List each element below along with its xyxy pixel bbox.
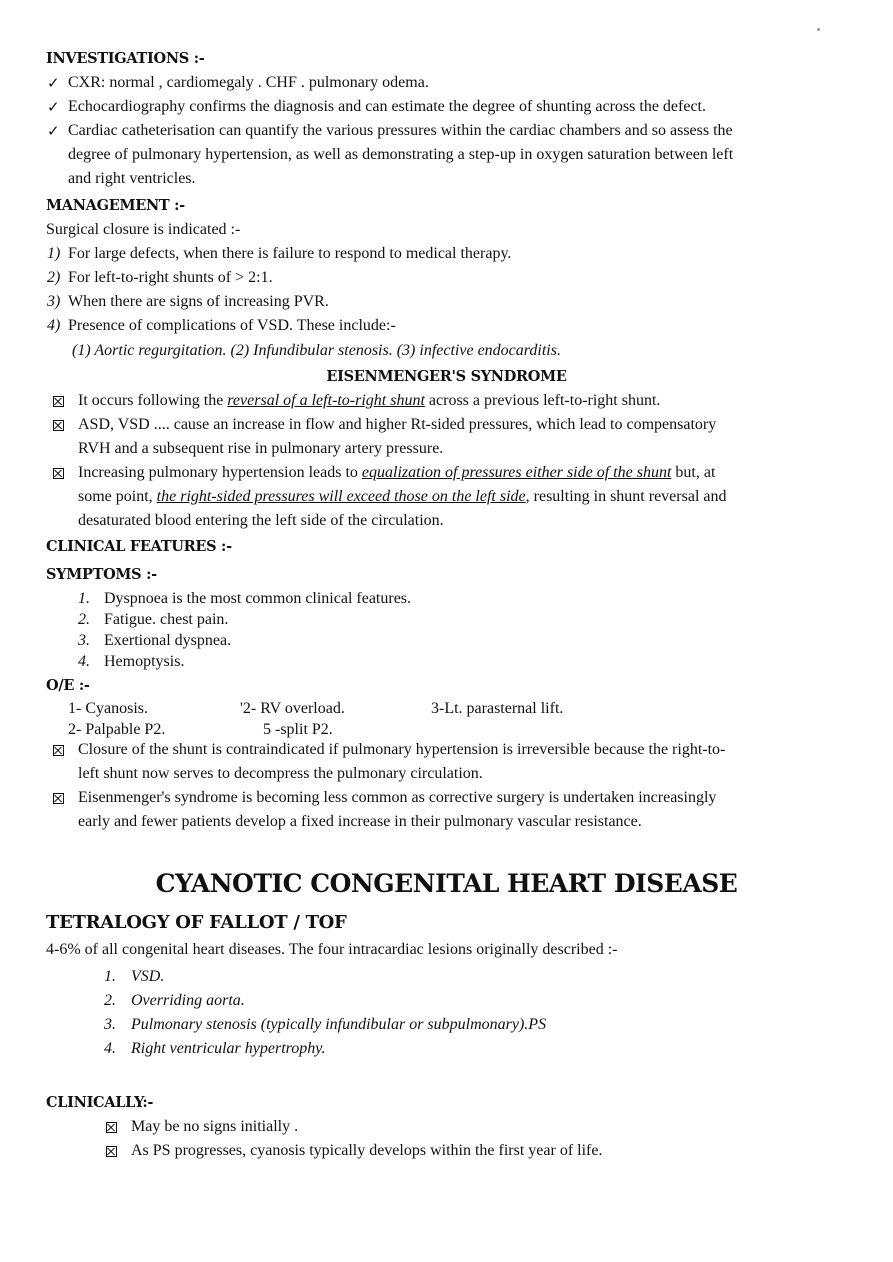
list-number: 4. bbox=[104, 1040, 116, 1057]
clinical-bullet: Closure of the shunt is contraindicated if pulmonary hypertension is irreversible because the right-to- bbox=[78, 741, 726, 758]
lesion-item: Pulmonary stenosis (typically infundibular or subpulmonary).PS bbox=[131, 1016, 547, 1033]
clinical-bullet: Eisenmenger's syndrome is becoming less common as corrective surgery is undertaken increasingly bbox=[78, 789, 717, 806]
list-number: 2) bbox=[47, 269, 61, 286]
section-title: CYANOTIC CONGENITAL HEART DISEASE bbox=[155, 869, 738, 898]
management-item: Presence of complications of VSD. These include:- bbox=[68, 317, 396, 334]
boxed-x-icon bbox=[53, 396, 64, 407]
management-intro: Surgical closure is indicated :- bbox=[46, 221, 241, 238]
list-number: 4) bbox=[47, 317, 61, 334]
list-number: 2. bbox=[78, 611, 90, 628]
investigation-item-continued: degree of pulmonary hypertension, as well as demonstrating a step-up in oxygen saturation between left bbox=[68, 146, 734, 163]
tof-intro: 4-6% of all congenital heart diseases. The four intracardiac lesions originally described :- bbox=[46, 941, 618, 958]
symptom-item: Fatigue. chest pain. bbox=[104, 611, 229, 628]
clinical-bullet-continued: left shunt now serves to decompress the pulmonary circulation. bbox=[78, 765, 483, 782]
boxed-x-icon bbox=[53, 793, 64, 804]
management-heading: MANAGEMENT :- bbox=[46, 197, 185, 214]
management-item: For large defects, when there is failure to respond to medical therapy. bbox=[68, 245, 512, 262]
boxed-x-icon bbox=[53, 468, 64, 479]
lesion-item: Right ventricular hypertrophy. bbox=[131, 1040, 326, 1057]
clinical-bullet-continued: early and fewer patients develop a fixed increase in their pulmonary vascular resistance. bbox=[78, 813, 642, 830]
investigation-item-continued: and right ventricles. bbox=[68, 170, 196, 187]
symptom-item: Exertional dyspnea. bbox=[104, 632, 232, 649]
clinically-heading: CLINICALLY:- bbox=[46, 1094, 154, 1111]
check-mark-icon: ✓ bbox=[47, 122, 60, 140]
symptom-item: Hemoptysis. bbox=[104, 653, 185, 670]
list-number: 1. bbox=[104, 968, 116, 985]
investigations-heading: INVESTIGATIONS :- bbox=[46, 50, 205, 67]
clinical-features-heading: CLINICAL FEATURES :- bbox=[46, 538, 232, 555]
check-mark-icon: ✓ bbox=[47, 98, 60, 116]
tof-heading: TETRALOGY OF FALLOT / TOF bbox=[46, 912, 347, 933]
symptom-item: Dyspnoea is the most common clinical features. bbox=[104, 590, 412, 607]
oe-sign: 2- Palpable P2. bbox=[68, 721, 166, 738]
check-mark-icon: ✓ bbox=[47, 74, 60, 92]
eisenmenger-bullet-3-continued: some point, the right-sided pressures will exceed those on the left side, resulting in shunt reversal and bbox=[78, 488, 727, 505]
scan-speck bbox=[817, 28, 820, 31]
list-number: 2. bbox=[104, 992, 116, 1009]
boxed-x-icon bbox=[106, 1146, 117, 1157]
lesion-item: Overriding aorta. bbox=[131, 992, 245, 1009]
list-number: 3) bbox=[47, 293, 61, 310]
underlined-phrase: equalization of pressures either side of the shunt bbox=[361, 464, 672, 481]
boxed-x-icon bbox=[53, 420, 64, 431]
clinically-item: As PS progresses, cyanosis typically develops within the first year of life. bbox=[131, 1142, 603, 1159]
list-number: 3. bbox=[78, 632, 90, 649]
underlined-phrase: reversal of a left-to-right shunt bbox=[227, 392, 425, 409]
complications-list: (1) Aortic regurgitation. (2) Infundibular stenosis. (3) infective endocarditis. bbox=[72, 342, 561, 359]
list-number: 1) bbox=[47, 245, 61, 262]
list-number: 1. bbox=[78, 590, 90, 607]
underlined-phrase: the right-sided pressures will exceed those on the left side bbox=[156, 488, 526, 505]
oe-sign: '2- RV overload. bbox=[240, 700, 345, 717]
oe-heading: O/E :- bbox=[46, 677, 90, 694]
eisenmenger-heading: EISENMENGER'S SYNDROME bbox=[326, 368, 567, 385]
eisenmenger-bullet-3: Increasing pulmonary hypertension leads to equalization of pressures either side of the shunt but, at bbox=[78, 464, 716, 481]
eisenmenger-bullet-1: It occurs following the reversal of a left-to-right shunt across a previous left-to-right shunt. bbox=[78, 392, 661, 409]
investigation-item: CXR: normal , cardiomegaly . CHF . pulmonary odema. bbox=[68, 74, 429, 91]
boxed-x-icon bbox=[106, 1122, 117, 1133]
eisenmenger-bullet-2: ASD, VSD .... cause an increase in flow and higher Rt-sided pressures, which lead to compensatory bbox=[78, 416, 717, 433]
investigation-item: Echocardiography confirms the diagnosis and can estimate the degree of shunting across the defect. bbox=[68, 98, 706, 115]
list-number: 3. bbox=[104, 1016, 116, 1033]
management-item: For left-to-right shunts of > 2:1. bbox=[68, 269, 273, 286]
boxed-x-icon bbox=[53, 745, 64, 756]
oe-sign: 5 -split P2. bbox=[263, 721, 333, 738]
management-item: When there are signs of increasing PVR. bbox=[68, 293, 329, 310]
investigation-item: Cardiac catheterisation can quantify the various pressures within the cardiac chambers and so assess the bbox=[68, 122, 733, 139]
clinically-item: May be no signs initially . bbox=[131, 1118, 299, 1135]
oe-sign: 3-Lt. parasternal lift. bbox=[431, 700, 564, 717]
symptoms-heading: SYMPTOMS :- bbox=[46, 566, 157, 583]
list-number: 4. bbox=[78, 653, 90, 670]
eisenmenger-bullet-2-continued: RVH and a subsequent rise in pulmonary artery pressure. bbox=[78, 440, 444, 457]
lesion-item: VSD. bbox=[131, 968, 165, 985]
oe-sign: 1- Cyanosis. bbox=[68, 700, 148, 717]
eisenmenger-bullet-3-continued: desaturated blood entering the left side of the circulation. bbox=[78, 512, 444, 529]
